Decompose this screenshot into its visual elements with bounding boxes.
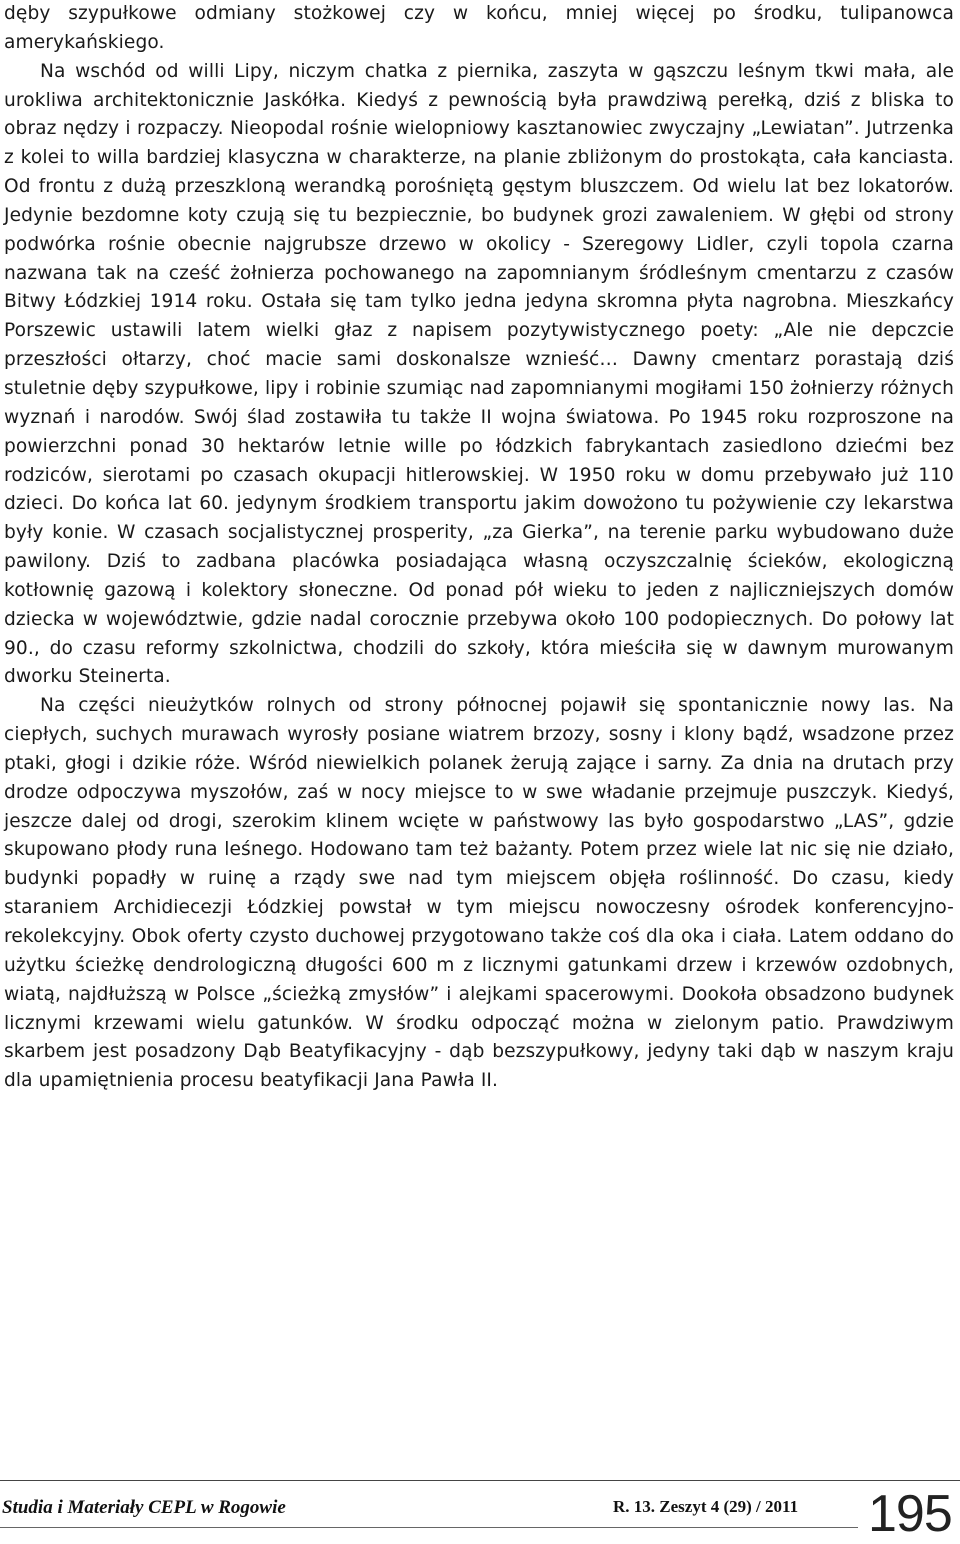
footer-rule <box>0 1480 960 1481</box>
paragraph-continued: dęby szypułkowe odmiany stożkowej czy w końcu, mniej więcej po środku, tulipanowca amerykańskiego. <box>4 3 954 53</box>
journal-title: Studia i Materiały CEPL w Rogowie <box>2 1497 286 1518</box>
issue-info: R. 13. Zeszyt 4 (29) / 2011 <box>613 1497 799 1516</box>
footer-underline <box>0 1527 858 1528</box>
article-body <box>4 0 954 1096</box>
page-number: 195 <box>868 1485 952 1543</box>
paragraph-new-forest: Na części nieużytków rolnych od strony północnej pojawił się spontanicznie nowy las. Na ciepłych, suchych murawach wyrosły posiane wiatrem brzozy, sosny i klony bądź, wsadzone przez ptaki, głogi i dzikie róże. Wśród niewielkich polanek żerują zające i sarny. Za dnia na drutach przy drodze odpoczywa myszołów, zaś w nocy miejsce to w swe władanie przejmuje puszczyk. Kiedyś, jeszcze dalej od drogi, szerokim klinem wcięte w państwowy las było gospodarstwo „LAS”, gdzie skupowano płody runa leśnego. Hodowano tam też bażanty. Potem przez wiele lat nic się nie działo, budynki popadły w ruinę a rządy swe nad tym miejscem objęła roślinność. Do czasu, kiedy staraniem Archidiecezji Łódzkiej powstał w tym miejscu nowoczesny ośrodek konferencyjno-rekolekcyjny. Obok oferty czysto duchowej przygotowano także coś dla oka i ciała. Latem oddano do użytku ścieżkę dendrologiczną długości 600 m z licznymi gatunkami drzew i krzewów ozdobnych, wiatą, najdłuższą w Polsce „ścieżką zmysłów” i alejkami spacerowymi. Dookoła obsadzono budynek licznymi krzewami wielu gatunków. W środku odpocząć można w zielonym patio. Prawdziwym skarbem jest posadzony Dąb Beatyfikacyjny - dąb bezszypułkowy, jedyny taki dąb w naszym kraju dla upamiętnienia procesu beatyfikacji Jana Pawła II. <box>4 695 954 1092</box>
paragraph-villas: Na wschód od willi Lipy, niczym chatka z piernika, zaszyta w gąszczu leśnym tkwi mała, ale urokliwa architektonicznie Jaskółka. Kiedyś z pewnością była prawdziwą perełką, dziś z bliska to obraz nędzy i rozpaczy. Nieopodal rośnie wielopniowy kasztanowiec zwyczajny „Lewiatan”. Jutrzenka z kolei to willa bardziej klasyczna w charakterze, na planie zbliżonym do prostokąta, cała kanciasta. Od frontu z dużą przeszkloną werandką porośniętą gęstym bluszczem. Od wielu lat bez lokatorów. Jedynie bezdomne koty czują się tu bezpiecznie, bo budynek grozi zawaleniem. W głębi od strony podwórka rośnie obecnie najgrubsze drzewo w okolicy - Szeregowy Lidler, czyli topola czarna nazwana tak na cześć żołnierza pochowanego na zapomnianym śródleśnym cmentarzu z czasów Bitwy Łódzkiej 1914 roku. Ostała się tam tylko jedna jedyna skromna płyta nagrobna. Mieszkańcy Porszewic ustawili latem wielki głaz z napisem pozytywistycznego poety: „Ale nie depczcie przeszłości ołtarzy, choć macie sami doskonalsze wznieść… Dawny cmentarz porastają dziś stuletnie dęby szypułkowe, lipy i robinie szumiąc nad zapomnianymi mogiłami 150 żołnierzy różnych wyznań i narodów. Swój ślad zostawiła tu także II wojna światowa. Po 1945 roku rozproszone na powierzchni ponad 30 hektarów letnie wille po łódzkich fabrykantach zasiedlono dziećmi bez rodziców, sierotami po czasach okupacji hitlerowskiej. W 1950 roku w domu przebywało już 110 dzieci. Do końca lat 60. jedynym środkiem transportu jakim dowożono tu pożywienie czy lekarstwa były konie. W czasach socjalistycznej prosperity, „za Gierka”, na terenie parku wybudowano duże pawilony. Dziś to zadbana placówka posiadająca własną oczyszczalnię ścieków, ekologiczną kotłownię gazową i kolektory słoneczne. Od ponad pół wieku to jeden z najliczniejszych domów dziecka w województwie, gdzie nadal corocznie przebywa około 100 podopiecznych. Do połowy lat 90., do czasu reformy szkolnictwa, chodzili do szkoły, która mieściła się w dawnym murowanym dworku Steinerta. <box>4 60 954 688</box>
